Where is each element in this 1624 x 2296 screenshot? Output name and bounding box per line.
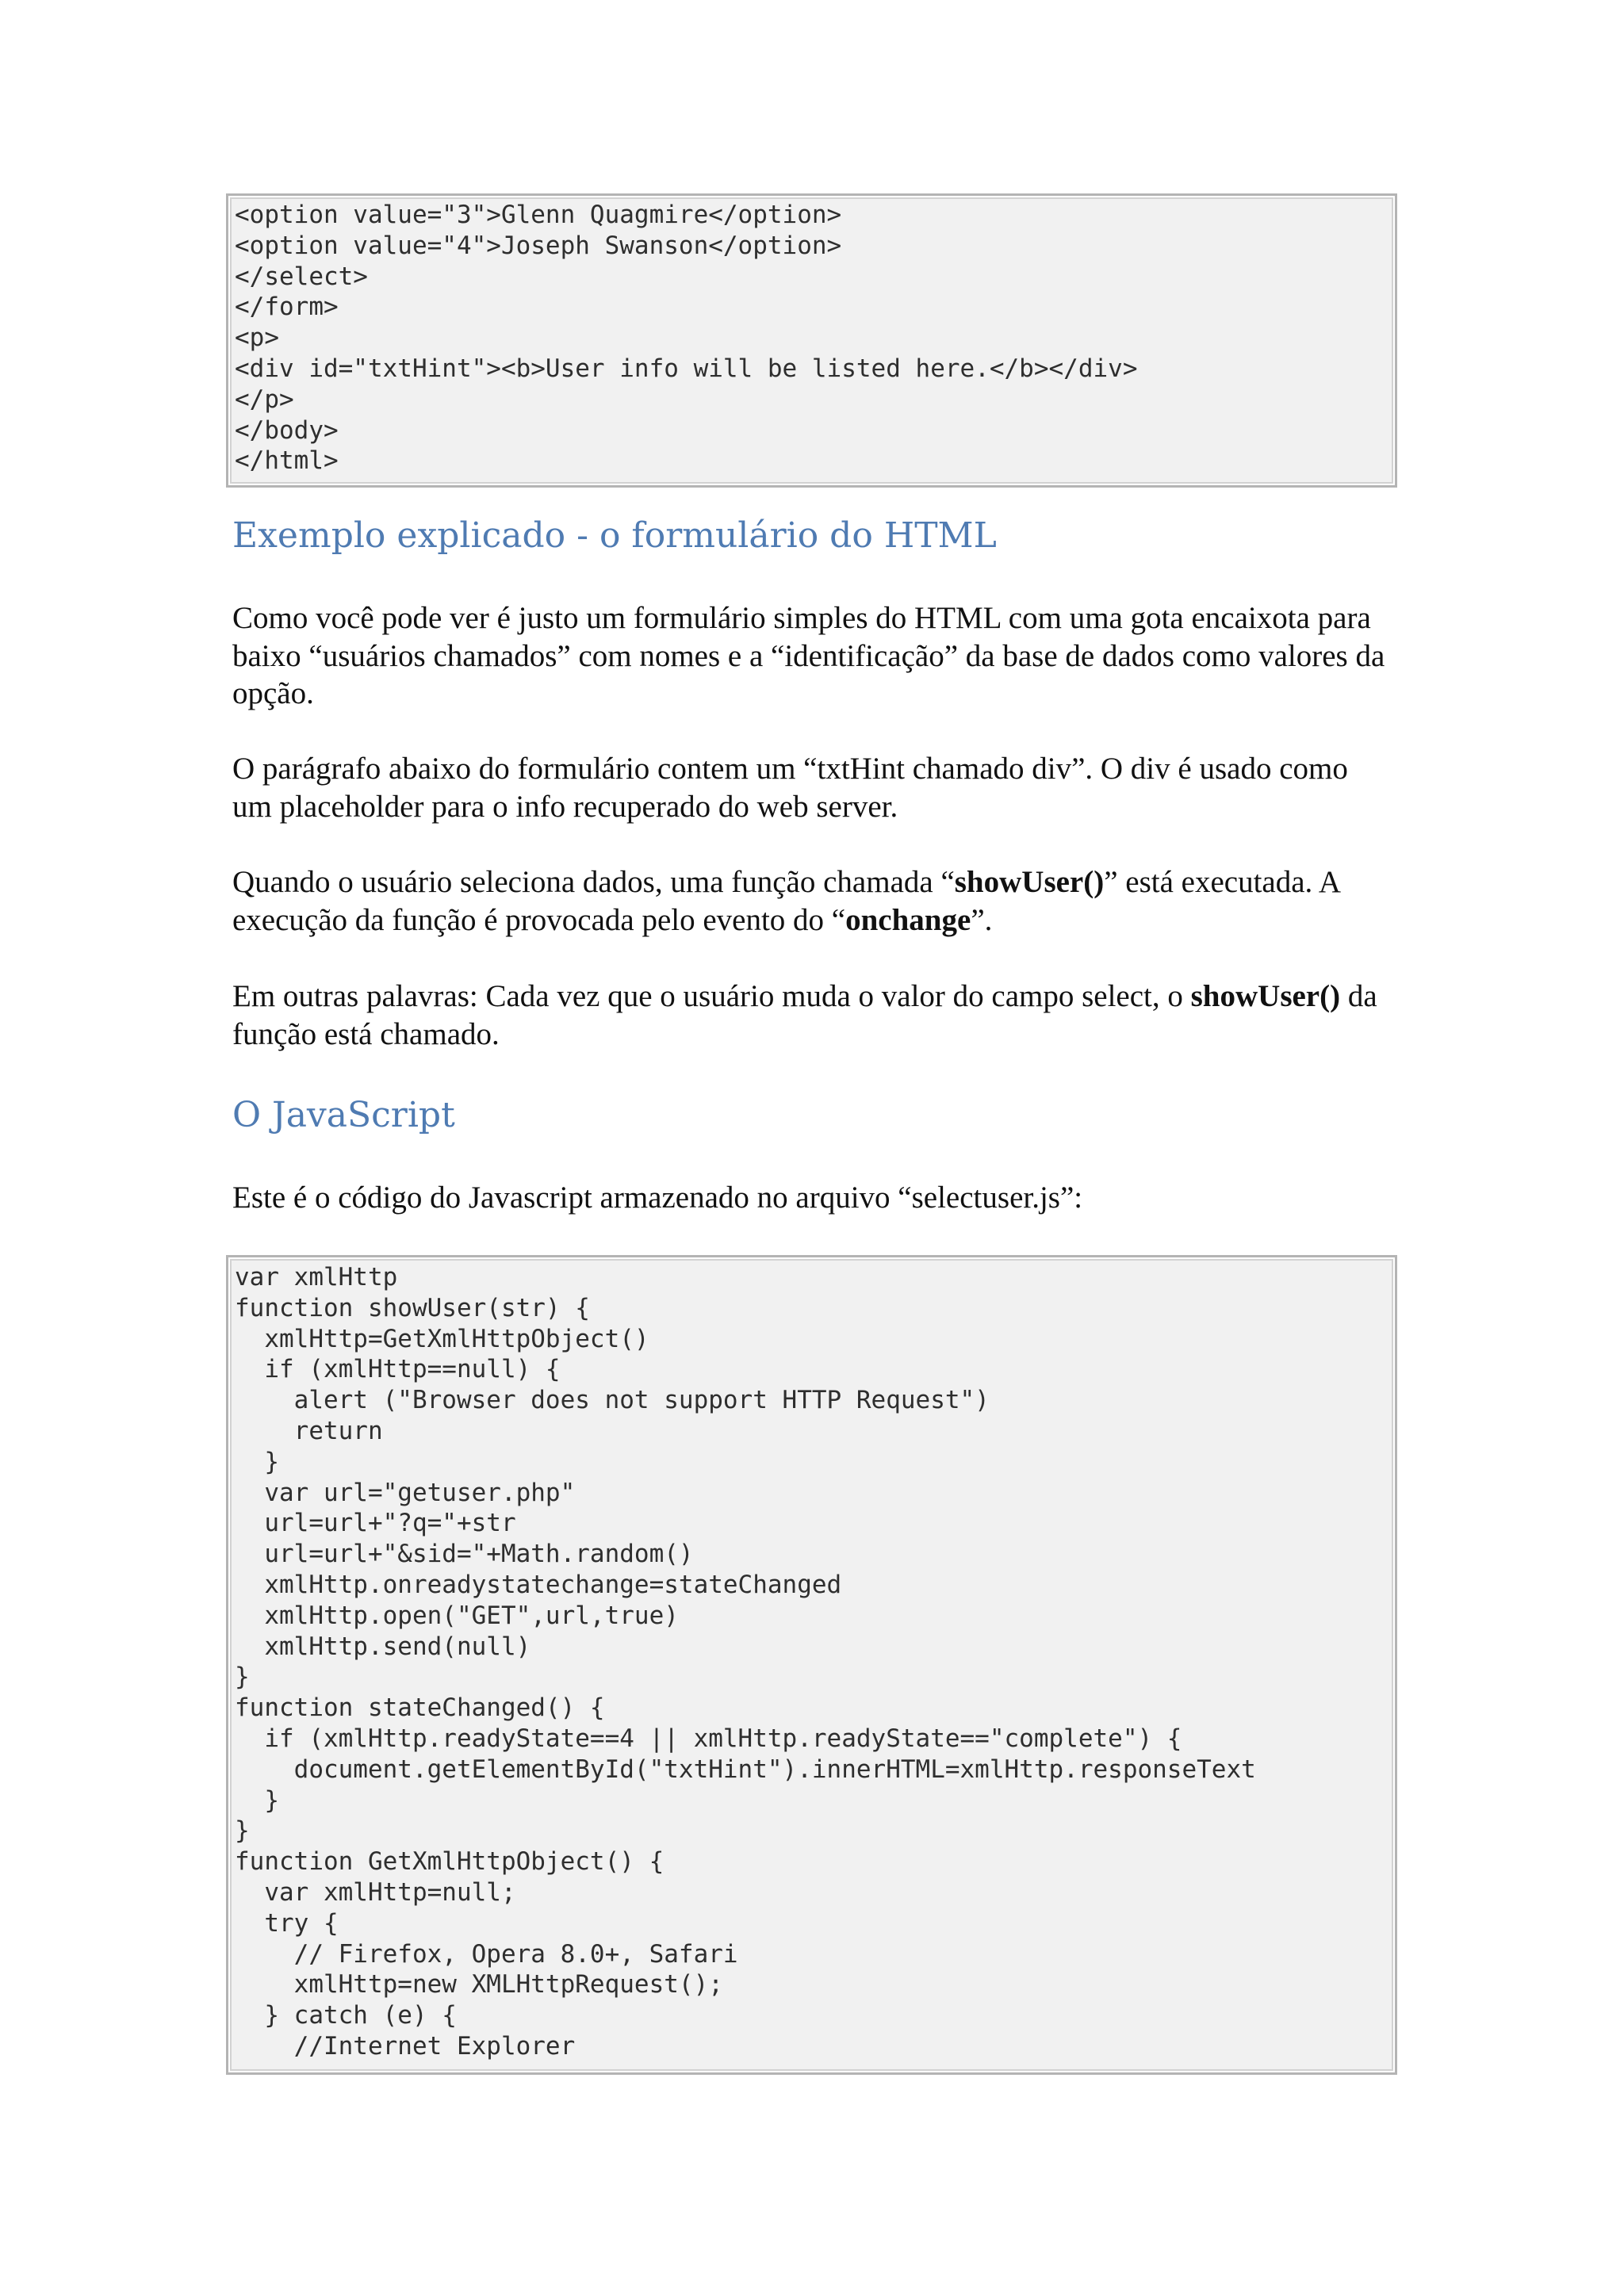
section-heading-javascript: O JavaScript	[232, 1095, 455, 1135]
paragraph-text: ” está executada. A execução da função é provocada pelo evento do “	[232, 865, 1339, 937]
paragraph-js-file-intro: Este é o código do Javascript armazenado no arquivo “selectuser.js”:	[232, 1181, 1083, 1215]
javascript-code-text: var xmlHttp function showUser(str) { xmlHttp=GetXmlHttpObject() if (xmlHttp==null) { alert ("Browser does not support HTTP Request") return } var url="getuser.php" url=url+"?q="+str url=url+"&sid="+Math.random() xmlHttp.onreadystatechange=stateChanged xmlHttp.open("GET",url,true) xmlHttp.send(null) } function stateChanged() { if (xmlHttp.readyState==4 || xmlHttp.readyState=="complete") { document.getElementById("txtHint").innerHTML=xmlHttp.responseText } } function GetXmlHttpObject() { var xmlHttp=null; try { // Firefox, Opera 8.0+, Safari xmlHttp=new XMLHttpRequest(); } catch (e) { //Internet Explorer	[235, 1263, 1256, 2061]
paragraph-text: ”.	[971, 902, 993, 937]
paragraph-text: da função está chamado.	[232, 979, 1377, 1051]
showuser-function-name: showUser()	[1190, 979, 1341, 1013]
html-code-text: <option value="3">Glenn Quagmire</option> <option value="4">Joseph Swanson</option> </select> </form> <p> <div id="txtHint"><b>User info will be listed here.</b></div> </p> </body> </html>	[235, 201, 1138, 476]
javascript-code-block	[226, 1255, 1397, 2075]
showuser-function-name: showUser()	[954, 865, 1105, 899]
paragraph-form-description: Como você pode ver é justo um formulário simples do HTML com uma gota encaixota para baixo “usuários chamados” com nomes e a “identificação” da base de dados como valores da opção.	[232, 601, 1385, 710]
html-code-block	[226, 193, 1397, 488]
paragraph-showuser-trigger	[232, 863, 1390, 939]
onchange-event-name: onchange	[845, 902, 971, 937]
paragraph-txthint-description: O parágrafo abaixo do formulário contem um “txtHint chamado div”. O div é usado como um placeholder para o info recuperado do web server.	[232, 752, 1348, 824]
paragraph-text: Quando o usuário seleciona dados, uma função chamada “	[232, 865, 955, 899]
section-heading-html-form: Exemplo explicado - o formulário do HTML	[232, 515, 997, 556]
paragraph-showuser-called	[232, 978, 1390, 1053]
paragraph-text: Em outras palavras: Cada vez que o usuário muda o valor do campo select, o	[232, 979, 1191, 1013]
